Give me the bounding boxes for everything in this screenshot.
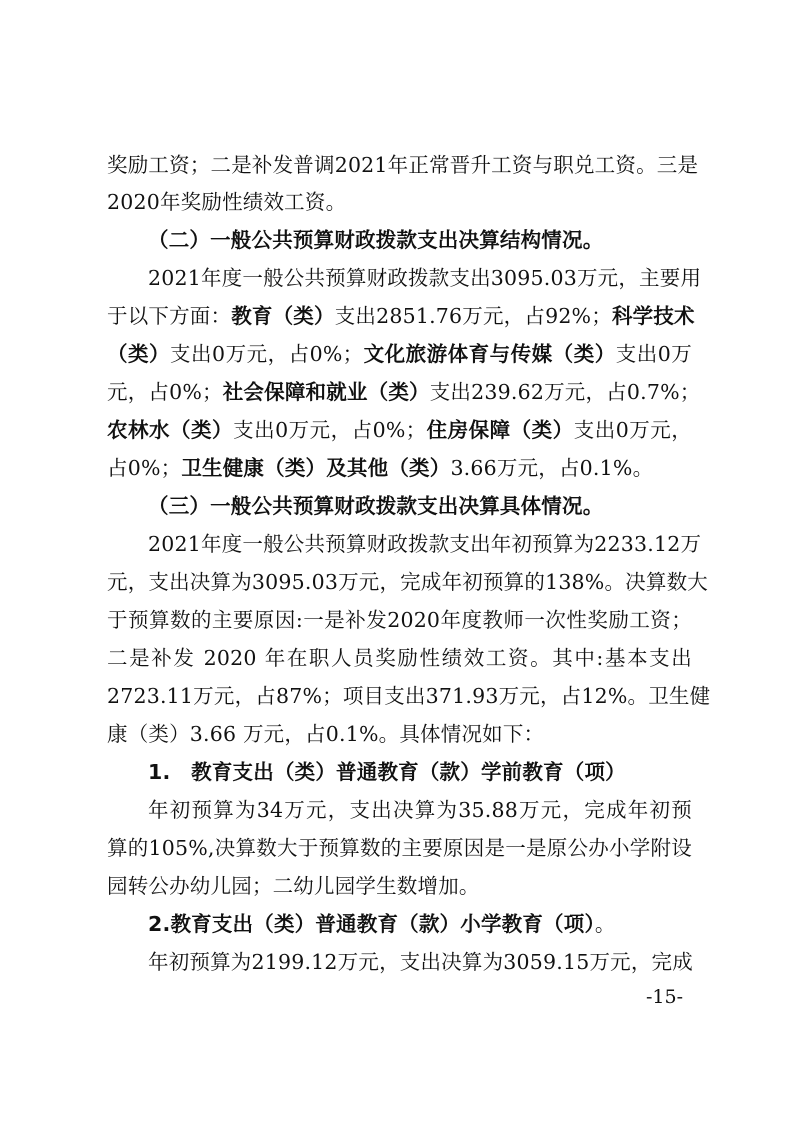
paragraph-line-14 xyxy=(107,646,692,670)
text-run: 占0%； xyxy=(107,456,182,480)
text-run: 2021年度一般公共预算财政拨款支出3095.03万元，主要用 xyxy=(148,266,702,290)
subsection-heading-2 xyxy=(148,912,692,936)
text-run: 二是补发 2020 年在职人员奖励性绩效工资。其中:基本支出 xyxy=(107,646,692,670)
paragraph-line-4 xyxy=(148,266,702,290)
paragraph-line-7 xyxy=(107,380,701,404)
text-run: 2021年度一般公共预算财政拨款支出年初预算为2233.12万 xyxy=(148,532,702,556)
bold-text-run: 教育（类） xyxy=(231,304,335,328)
text-run: 2723.11万元，占87%；项目支出371.93万元，占12%。卫生健 xyxy=(107,684,711,708)
heading-text: 2.教育支出（类）普通教育（款）小学教育（项） xyxy=(148,912,595,936)
paragraph-line-18 xyxy=(148,798,692,822)
text-run: 元，支出决算为3095.03万元，完成年初预算的138%。决算数大 xyxy=(107,570,708,594)
heading-text: （二）一般公共预算财政拨款支出决算结构情况。 xyxy=(148,228,604,252)
text-run: 年初预算为2199.12万元，支出决算为3059.15万元，完成 xyxy=(148,950,693,974)
bold-text-run: 科学技术 xyxy=(611,304,695,328)
bold-text-run: 卫生健康（类）及其他（类） xyxy=(181,456,451,480)
text-run: 。 xyxy=(594,912,616,936)
bold-text-run: （类） xyxy=(107,342,171,366)
text-run: 支出2851.76万元，占92%； xyxy=(334,304,612,328)
bold-text-run: 社会保障和就业（类） xyxy=(222,380,430,404)
paragraph-line-2 xyxy=(107,190,692,214)
bold-text-run: 文化旅游体育与传媒（类） xyxy=(363,342,616,366)
paragraph-line-15 xyxy=(107,684,711,708)
bold-text-run: 农林水（类） xyxy=(107,418,234,442)
paragraph-line-13 xyxy=(107,608,692,632)
subsection-heading-1 xyxy=(148,760,692,784)
paragraph-line-20 xyxy=(107,874,692,898)
paragraph-line-5 xyxy=(107,304,695,328)
text-run: 支出0万元，占0%； xyxy=(170,342,364,366)
heading-text: 1. 教育支出（类）普通教育（款）学前教育（项） xyxy=(148,760,626,784)
paragraph-line-11 xyxy=(148,532,702,556)
text-run: 年初预算为34万元，支出决算为35.88万元，完成年初预 xyxy=(148,798,692,822)
paragraph-line-19 xyxy=(107,836,692,860)
section-heading-2 xyxy=(148,228,692,252)
paragraph-line-9 xyxy=(107,456,692,480)
text-run: 于预算数的主要原因:一是补发2020年度教师一次性奖励工资； xyxy=(107,608,692,632)
text-run: 支出0万元，占0%； xyxy=(233,418,427,442)
paragraph-line-8 xyxy=(107,418,692,442)
section-heading-3 xyxy=(148,494,692,518)
text-run: 园转公办幼儿园；二幼儿园学生数增加。 xyxy=(107,874,480,898)
text-run: 康（类）3.66 万元，占0.1%。具体情况如下： xyxy=(107,722,545,746)
text-run: 算的105%,决算数大于预算数的主要原因是一是原公办小学附设 xyxy=(107,836,692,860)
text-run: 元，占0%； xyxy=(107,380,223,404)
text-run: 支出0万元， xyxy=(573,418,692,442)
heading-text: （三）一般公共预算财政拨款支出决算具体情况。 xyxy=(148,494,604,518)
text-run: 2020年奖励性绩效工资。 xyxy=(107,190,347,214)
paragraph-line-1 xyxy=(107,153,699,177)
paragraph-line-22 xyxy=(148,950,692,974)
text-run: 于以下方面： xyxy=(107,304,232,328)
paragraph-line-12 xyxy=(107,570,708,594)
text-run: 3.66万元，占0.1%。 xyxy=(450,456,654,480)
text-run: 支出0万 xyxy=(615,342,692,366)
text-run: 奖励工资；二是补发普调2021年正常晋升工资与职兑工资。三是 xyxy=(107,153,699,177)
page-number: -15- xyxy=(646,986,684,1008)
text-run: 支出239.62万元，占0.7%； xyxy=(429,380,701,404)
bold-text-run: 住房保障（类） xyxy=(426,418,574,442)
paragraph-line-16 xyxy=(107,722,692,746)
paragraph-line-6 xyxy=(107,342,692,366)
